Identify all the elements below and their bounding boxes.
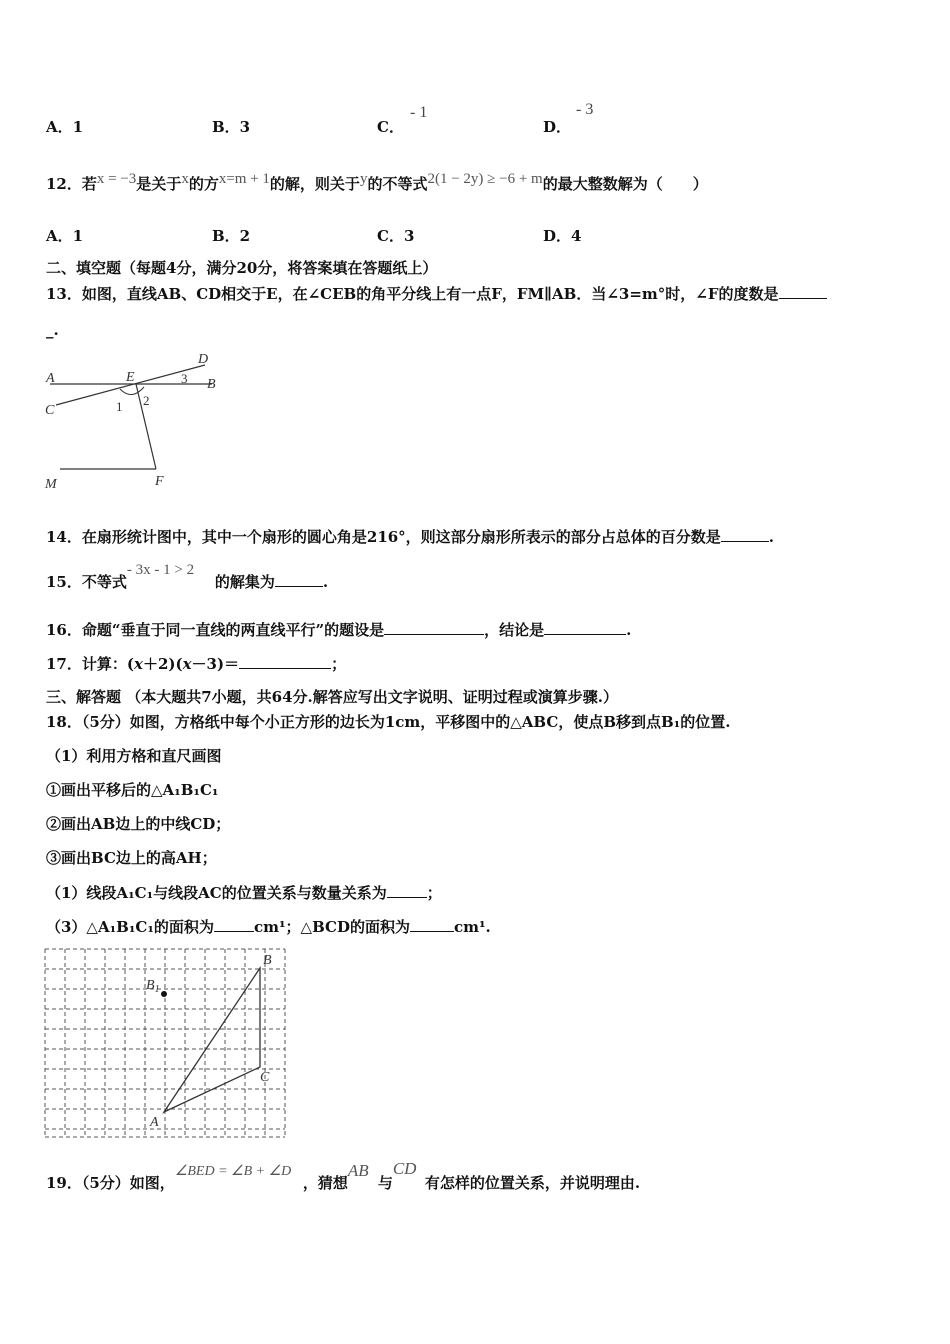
q14-text: 14．在扇形统计图中，其中一个扇形的圆心角是216°，则这部分扇形所表示的部分占总体的百分数是 . [46,528,774,546]
grid-label-b: B [263,953,272,968]
q11-option-d-math: - 3 [576,101,594,118]
q15-text: 15．不等式- 3x - 1 > 2的解集为 . [46,562,329,591]
section-3-heading: 三、解答题 （本大题共7小题，共64分.解答应写出文字说明、证明过程或演算步骤.） [46,688,618,706]
q13-figure [40,345,230,495]
section-2-heading: 二、填空题（每题4分，满分20分，将答案填在答题纸上） [46,259,438,277]
q18-grid-figure [40,944,290,1144]
label-angle-1: 1 [116,399,123,414]
triangle-abc [164,968,260,1112]
q11-option-c-math: - 1 [410,104,428,121]
q11-option-d: D． [543,118,572,136]
q18-part-3: （3）△A₁B₁C₁的面积为 cm¹；△BCD的面积为 cm¹. [46,918,491,936]
q12-option-d: D．4 [543,227,582,245]
q17-text: 17．计算：(x＋2)(x－3)＝ ； [46,655,347,673]
q18-part-2: （1）线段A₁C₁与线段AC的位置关系与数量关系为 ； [46,884,442,902]
q13-text: 13．如图，直线AB、CD相交于E，在∠CEB的角平分线上有一点F，FM∥AB．当∠3=m°时，∠F的度数是 [46,284,827,304]
label-e: E [126,370,135,385]
label-b: B [207,377,216,392]
grid-label-a: A [150,1115,159,1130]
q11-option-a: A．1 [46,118,84,136]
label-angle-2: 2 [143,393,150,408]
label-angle-3: 3 [181,371,188,386]
label-m: M [45,477,57,492]
grid-label-c: C [260,1070,270,1085]
q12-option-c: C．3 [377,227,415,245]
q12-stem: 12．若x = −3是关于x的方x=m + 1的解，则关于y的不等式2(1 − 2y) ≥ −6 + m的最大整数解为（ ） [46,171,708,193]
q18-step-3: ③画出BC边上的高AH； [46,849,217,867]
label-f: F [155,474,164,489]
q12-option-b: B．2 [212,227,251,245]
q12-option-a: A．1 [46,227,84,245]
label-d: D [198,352,209,367]
grid-label-b1: $B_1$ [146,978,160,995]
point-b1 [161,991,167,997]
q19-text: 19．（5分）如图，∠BED = ∠B + ∠D，猜想AB与CD有怎样的位置关系，并说明理由. [46,1159,641,1192]
label-a: A [46,371,55,386]
q18-step-1: ①画出平移后的△A₁B₁C₁ [46,781,219,799]
angle-arc [120,387,144,395]
label-c: C [45,403,55,418]
q18-head: 18．（5分）如图，方格纸中每个小正方形的边长为1cm，平移图中的△ABC，使点B移到点B₁的位置. [46,713,731,731]
q11-option-c: C． [377,118,404,136]
grid-lines [45,949,285,1137]
q11-option-b: B．3 [212,118,251,136]
q18-step-2: ②画出AB边上的中线CD； [46,815,231,833]
q18-part-1: （1）利用方格和直尺画图 [46,747,222,765]
q16-text: 16．命题“垂直于同一直线的两直线平行”的题设是 ，结论是 . [46,621,632,639]
q13-tail: _. [46,321,59,339]
